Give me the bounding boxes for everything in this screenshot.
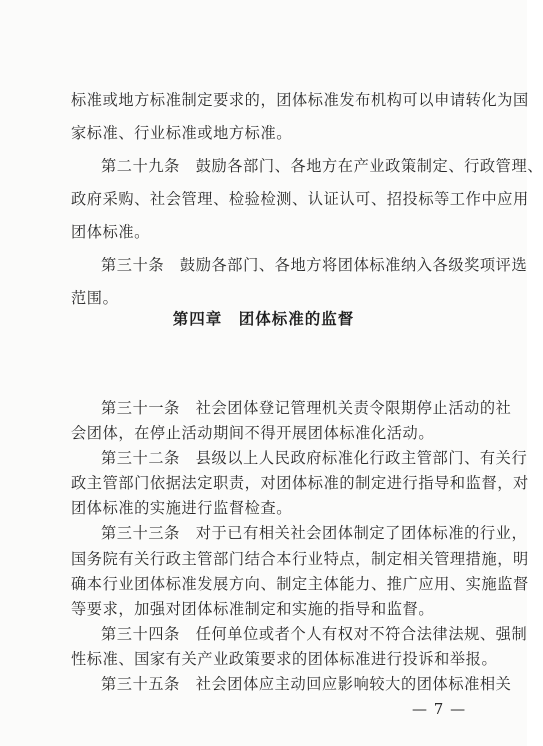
text-line: 国务院有关行政主管部门结合本行业特点，制定相关管理措施，明: [71, 550, 529, 568]
text-line: 范围。: [71, 289, 119, 307]
text-line: 家标准、行业标准或地方标准。: [71, 124, 293, 142]
article-30-line: 第三十条 鼓励各部门、各地方将团体标准纳入各级奖项评选: [101, 256, 528, 274]
text-line: 政主管部门依据法定职责，对团体标准的制定进行指导和监督，对: [71, 474, 529, 492]
text-line: 标准或地方标准制定要求的，团体标准发布机构可以申请转化为国: [71, 91, 529, 109]
text-line: 确本行业团体标准发展方向、制定主体能力、推广应用、实施监督: [71, 575, 529, 593]
article-35-line: 第三十五条 社会团体应主动回应影响较大的团体标准相关: [101, 675, 512, 693]
article-29-line: 第二十九条 鼓励各部门、各地方在产业政策制定、行政管理、: [101, 157, 543, 175]
text-line: 团体标准的实施进行监督检查。: [71, 499, 293, 517]
text-line: 会团体，在停止活动期间不得开展团体标准化活动。: [71, 424, 435, 442]
article-32-line: 第三十二条 县级以上人民政府标准化行政主管部门、有关行: [101, 449, 528, 467]
text-line: 等要求，加强对团体标准制定和实施的指导和监督。: [71, 600, 435, 618]
chapter-heading: 第四章 团体标准的监督: [172, 310, 355, 328]
text-line: 政府采购、社会管理、检验检测、认证认可、招投标等工作中应用: [71, 190, 529, 208]
page-number: — 7 —: [412, 700, 467, 718]
article-34-line: 第三十四条 任何单位或者个人有权对不符合法律法规、强制: [101, 625, 528, 643]
text-line: 性标准、国家有关产业政策要求的团体标准进行投诉和举报。: [71, 650, 498, 668]
text-line: 团体标准。: [71, 223, 150, 241]
article-31-line: 第三十一条 社会团体登记管理机关责令限期停止活动的社: [101, 399, 512, 417]
article-33-line: 第三十三条 对于已有相关社会团体制定了团体标准的行业，: [101, 524, 528, 542]
